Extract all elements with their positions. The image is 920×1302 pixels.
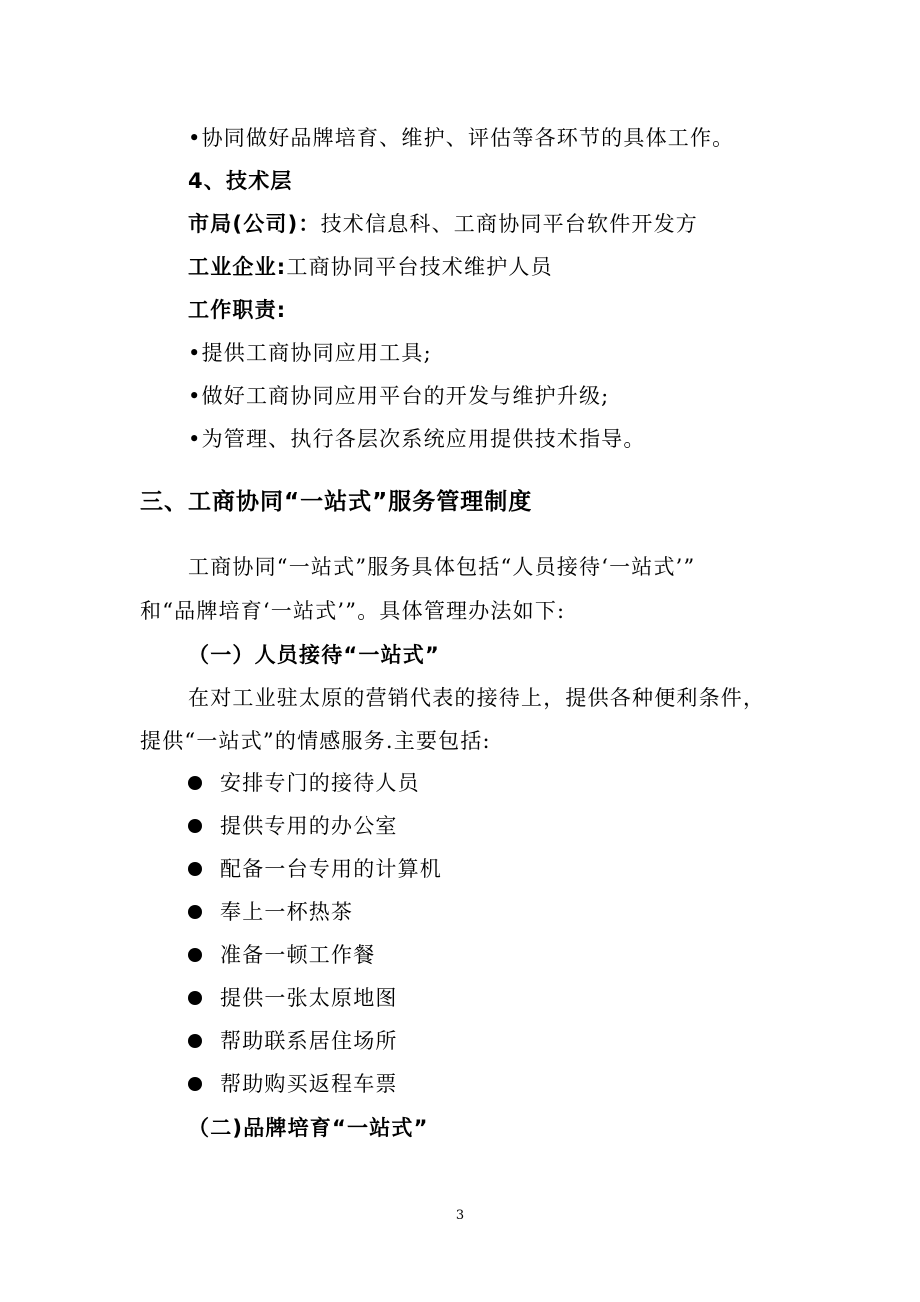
paragraph-provide-tools: •提供工商协同应用工具; (188, 341, 432, 365)
list-item (188, 940, 375, 970)
paragraph-duties-title: 工作职责: (188, 298, 287, 322)
list-item (188, 811, 398, 841)
paragraph-industrial-enterprise (188, 252, 553, 282)
industrial-enterprise-text: 工商协同平台技术维护人员 (286, 255, 553, 279)
list-item (188, 1026, 398, 1056)
list-item-text: 提供专用的办公室 (220, 814, 398, 838)
list-item-text: 配备一台专用的计算机 (220, 857, 442, 881)
subsection-reception-heading: （一）人员接待“一站式” (188, 643, 441, 667)
list-item-text: 安排专门的接待人员 (220, 771, 420, 795)
bullet-dot-icon (188, 991, 202, 1005)
paragraph-brand-work: •协同做好品牌培育、维护、评估等各环节的具体工作。 (188, 126, 735, 150)
page-number: 3 (455, 1208, 465, 1223)
bullet-dot-icon (188, 1034, 202, 1048)
list-item-text: 帮助联系居住场所 (220, 1029, 398, 1053)
bullet-dot-icon (188, 776, 202, 790)
bullet-dot-icon (188, 905, 202, 919)
bullet-dot-icon (188, 862, 202, 876)
paragraph-city-bureau (188, 209, 698, 239)
reception-intro-line-1: 在对工业驻太原的营销代表的接待上，提供各种便利条件， (188, 686, 766, 710)
list-item-text: 帮助购买返程车票 (220, 1072, 398, 1096)
list-item (188, 897, 353, 927)
bullet-dot-icon (188, 1077, 202, 1091)
subsection-brand-heading: （二)品牌培育“一站式” (188, 1116, 429, 1140)
city-bureau-label: 市局(公司)： (188, 212, 321, 236)
bullet-dot-icon (188, 819, 202, 833)
intro-line-1: 工商协同“一站式”服务具体包括“人员接待‘一站式’” (188, 555, 696, 579)
list-item (188, 768, 420, 798)
section-heading: 三、工商协同“一站式”服务管理制度 (140, 489, 533, 515)
city-bureau-text: 技术信息科、工商协同平台软件开发方 (320, 212, 699, 236)
list-item (188, 1069, 398, 1099)
list-item (188, 854, 442, 884)
list-item-text: 准备一顿工作餐 (220, 943, 376, 967)
reception-intro-line-2: 提供“一站式”的情感服务.主要包括: (140, 729, 491, 753)
industrial-enterprise-label: 工业企业: (188, 255, 287, 279)
list-item-text: 奉上一杯热茶 (220, 900, 354, 924)
paragraph-platform-dev: •做好工商协同应用平台的开发与维护升级; (188, 384, 610, 408)
intro-line-2: 和“品牌培育‘一站式’”。具体管理办法如下: (140, 599, 566, 623)
bullet-dot-icon (188, 948, 202, 962)
paragraph-tech-layer-title: 4、技术层 (188, 169, 293, 193)
paragraph-tech-guidance: •为管理、执行各层次系统应用提供技术指导。 (188, 427, 646, 451)
list-item (188, 983, 398, 1013)
list-item-text: 提供一张太原地图 (220, 986, 398, 1010)
